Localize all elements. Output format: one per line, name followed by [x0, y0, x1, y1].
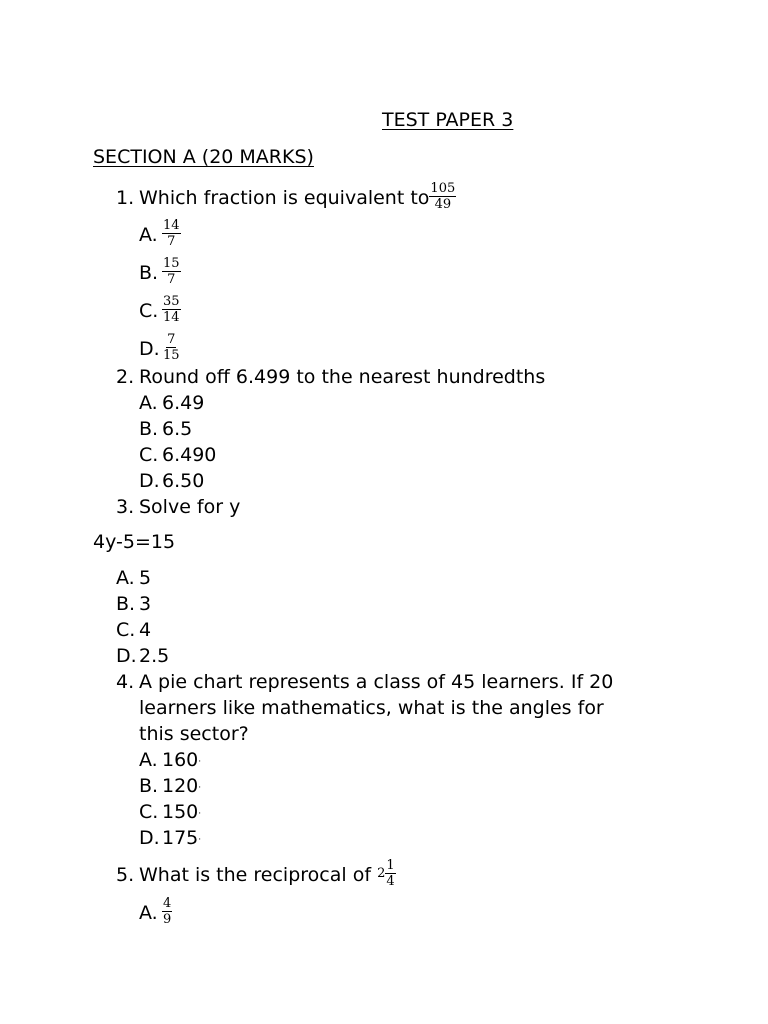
mixed-number-fraction: $\frac{1}{4}$	[386, 858, 395, 889]
question-5	[116, 860, 396, 891]
q4-option-c	[139, 801, 201, 825]
option-fraction: $\frac{14}{7}$	[163, 218, 180, 249]
option-label: A.	[116, 567, 135, 589]
question-number: 1.	[116, 187, 135, 209]
q3-option-b	[116, 593, 151, 615]
degree-mark: ·	[198, 783, 202, 793]
option-label: C.	[139, 444, 159, 466]
q3-option-c	[116, 619, 151, 641]
option-label: A.	[139, 902, 158, 924]
mixed-number-whole: 2	[377, 865, 386, 881]
q3-option-d	[116, 645, 169, 667]
question-text-line-1: A pie chart represents a class of 45 learners. If 20	[139, 671, 614, 693]
q3-option-a	[116, 567, 151, 589]
option-label: B.	[139, 775, 159, 797]
question-1	[116, 183, 456, 214]
degree-mark: ·	[198, 809, 202, 819]
question-2	[116, 366, 545, 388]
section-heading: SECTION A (20 MARKS)	[93, 146, 314, 168]
q4-option-d	[139, 827, 201, 851]
option-value: 5	[139, 567, 152, 589]
option-value: 2.5	[139, 645, 170, 667]
question-number: 4.	[116, 671, 135, 693]
question-3	[116, 496, 240, 518]
equation: 4y-5=15	[93, 531, 176, 553]
question-fraction: $\frac{105}{49}$	[430, 181, 456, 212]
option-label: A.	[139, 749, 158, 771]
q2-option-b	[139, 418, 192, 440]
option-value: 6.49	[162, 392, 205, 414]
question-number: 2.	[116, 366, 135, 388]
q1-option-b	[139, 258, 181, 289]
question-text: What is the reciprocal of	[139, 864, 372, 886]
option-value: 150	[162, 801, 199, 823]
option-fraction: $\frac{7}{15}$	[163, 332, 180, 363]
question-text-line-2: learners like mathematics, what is the angles for	[139, 697, 604, 719]
question-text: Round off 6.499 to the nearest hundredths	[139, 366, 546, 388]
option-label: C.	[139, 801, 159, 823]
option-label: A.	[139, 224, 158, 246]
question-number: 5.	[116, 864, 135, 886]
option-fraction: $\frac{15}{7}$	[163, 256, 180, 287]
option-value: 3	[139, 593, 152, 615]
option-value: 6.50	[162, 470, 205, 492]
option-value: 160	[162, 749, 199, 771]
question-text: Which fraction is equivalent to	[139, 187, 430, 209]
option-label: A.	[139, 392, 158, 414]
option-fraction: $\frac{35}{14}$	[163, 294, 180, 325]
question-text: Solve for y	[139, 496, 241, 518]
option-label: B.	[139, 262, 159, 284]
option-label: B.	[139, 418, 159, 440]
q4-option-a	[139, 749, 201, 773]
option-label: C.	[139, 300, 159, 322]
q2-option-d	[139, 470, 204, 492]
q2-option-a	[139, 392, 204, 414]
option-label: B.	[116, 593, 136, 615]
q5-option-a	[139, 898, 172, 929]
question-text-line-3: this sector?	[139, 723, 249, 745]
q1-option-c	[139, 296, 181, 327]
page-title: TEST PAPER 3	[382, 109, 514, 131]
option-label: D.	[139, 338, 160, 360]
option-label: D.	[139, 827, 160, 849]
q2-option-c	[139, 444, 216, 466]
option-label: D.	[116, 645, 137, 667]
option-value: 6.490	[162, 444, 217, 466]
option-value: 4	[139, 619, 152, 641]
question-4	[116, 671, 613, 693]
question-number: 3.	[116, 496, 135, 518]
degree-mark: ·	[198, 835, 202, 845]
option-value: 6.5	[162, 418, 193, 440]
q1-option-d	[139, 334, 181, 365]
q4-option-b	[139, 775, 201, 799]
option-value: 120	[162, 775, 199, 797]
option-value: 175	[162, 827, 199, 849]
degree-mark: ·	[198, 757, 202, 767]
option-fraction: $\frac{4}{9}$	[163, 896, 172, 927]
q1-option-a	[139, 220, 181, 251]
option-label: D.	[139, 470, 160, 492]
option-label: C.	[116, 619, 136, 641]
